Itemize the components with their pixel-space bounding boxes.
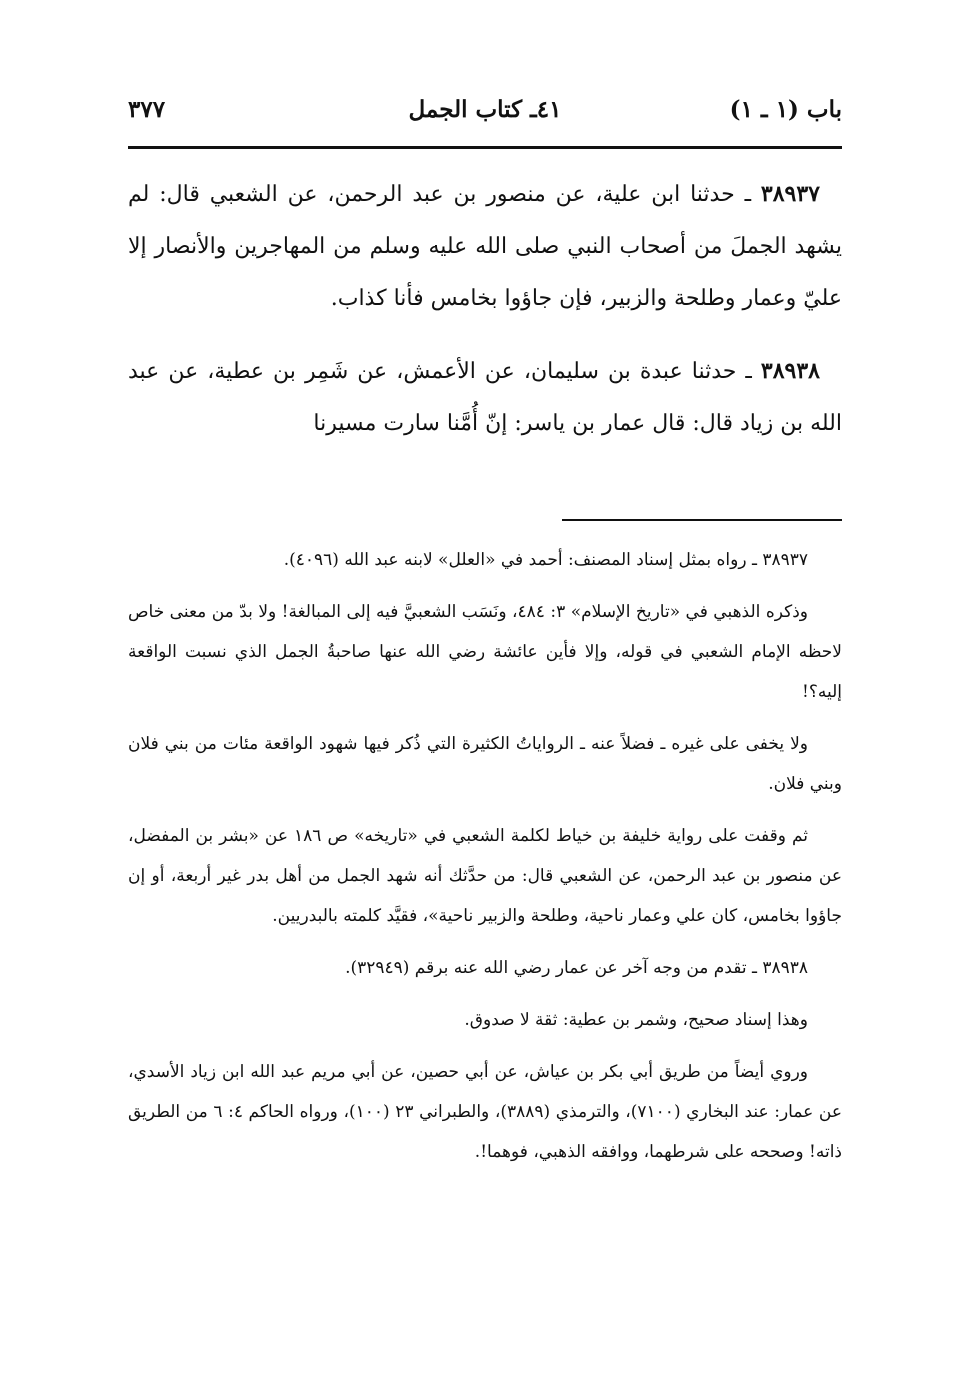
book-title: ٤١ـ كتاب الجمل xyxy=(408,96,562,123)
footnote-paragraph: وذكره الذهبي في «تاريخ الإسلام» ٣: ٤٨٤، ونَسَب الشعبيَّ فيه إلى المبالغة! ولا بدّ من معنى خاص لاحظه الإمام الشعبي في قوله، وإلا فأين عائشة رضي الله عنها صاحبةُ الجمل الذي نسبت الواقعة إليه؟! xyxy=(128,602,842,702)
hadith-text: ـ حدثنا ابن علية، عن منصور بن عبد الرحمن، عن الشعبي قال: لم يشهد الجملَ من أصحاب النبي صلى الله عليه وسلم من المهاجرين والأنصار إلا عليّ وعمار وطلحة والزبير، فإن جاؤوا بخامس فأنا كذاب. xyxy=(128,182,842,311)
main-text xyxy=(128,168,842,470)
footnote-paragraph: وهذا إسناد صحيح، وشمر بن عطية: ثقة لا صدوق. xyxy=(464,1010,808,1030)
footnote-paragraph: ولا يخفى على غيره ـ فضلاً عنه ـ الرواياتُ الكثيرة التي ذُكر فيها شهود الواقعة مئات من بني فلان وبني فلان. xyxy=(128,734,842,794)
page-number: ٣٧٧ xyxy=(128,96,166,123)
hadith-paragraph xyxy=(128,168,842,325)
footnote-paragraph: ٣٨٩٣٧ ـ رواه بمثل إسناد المصنف: أحمد في «العلل» لابنه عبد الله (٤٠٩٦). xyxy=(283,550,808,570)
hadith-number: ٣٨٩٣٨ xyxy=(760,358,820,384)
footnotes xyxy=(128,540,842,1184)
hadith-text: ـ حدثنا عبدة بن سليمان، عن الأعمش، عن شَمِر بن عطية، عن عبد الله بن زياد قال: قال عمار بن ياسر: إنّ أُمَّنا سارت مسيرنا xyxy=(128,359,842,436)
footnote-paragraph: ثم وقفت على رواية خليفة بن خياط لكلمة الشعبي في «تاريخه» ص ١٨٦ عن «بشر بن المفضل، عن منصور بن عبد الرحمن، عن الشعبي قال: من حدَّثك أنه شهد الجمل من أهل بدر غير أربعة، أو إن جاؤوا بخامس، كان علي وعمار ناحية، وطلحة والزبير ناحية»، فقيَّد كلمته بالبدريين. xyxy=(128,826,842,926)
chapter-heading: باب (١ ـ ١) xyxy=(729,96,842,123)
page-header xyxy=(128,88,842,138)
footnote-divider xyxy=(562,519,842,521)
hadith-number: ٣٨٩٣٧ xyxy=(760,181,820,207)
header-divider xyxy=(128,146,842,149)
footnote-paragraph: وروي أيضاً من طريق أبي بكر بن عياش، عن أبي حصين، عن أبي مريم عبد الله ابن زياد الأسدي، عن عمار: عند البخاري (٧١٠٠)، والترمذي (٣٨٨٩)، والطبراني ٢٣ (١٠٠)، ورواه الحاكم ٤: ٦ من الطريق ذاته! وصححه على شرطهما، ووافقه الذهبي، فوهما!. xyxy=(128,1062,842,1162)
footnote-paragraph: ٣٨٩٣٨ ـ تقدم من وجه آخر عن عمار رضي الله عنه برقم (٣٢٩٤٩). xyxy=(345,958,808,978)
hadith-paragraph xyxy=(128,345,842,450)
